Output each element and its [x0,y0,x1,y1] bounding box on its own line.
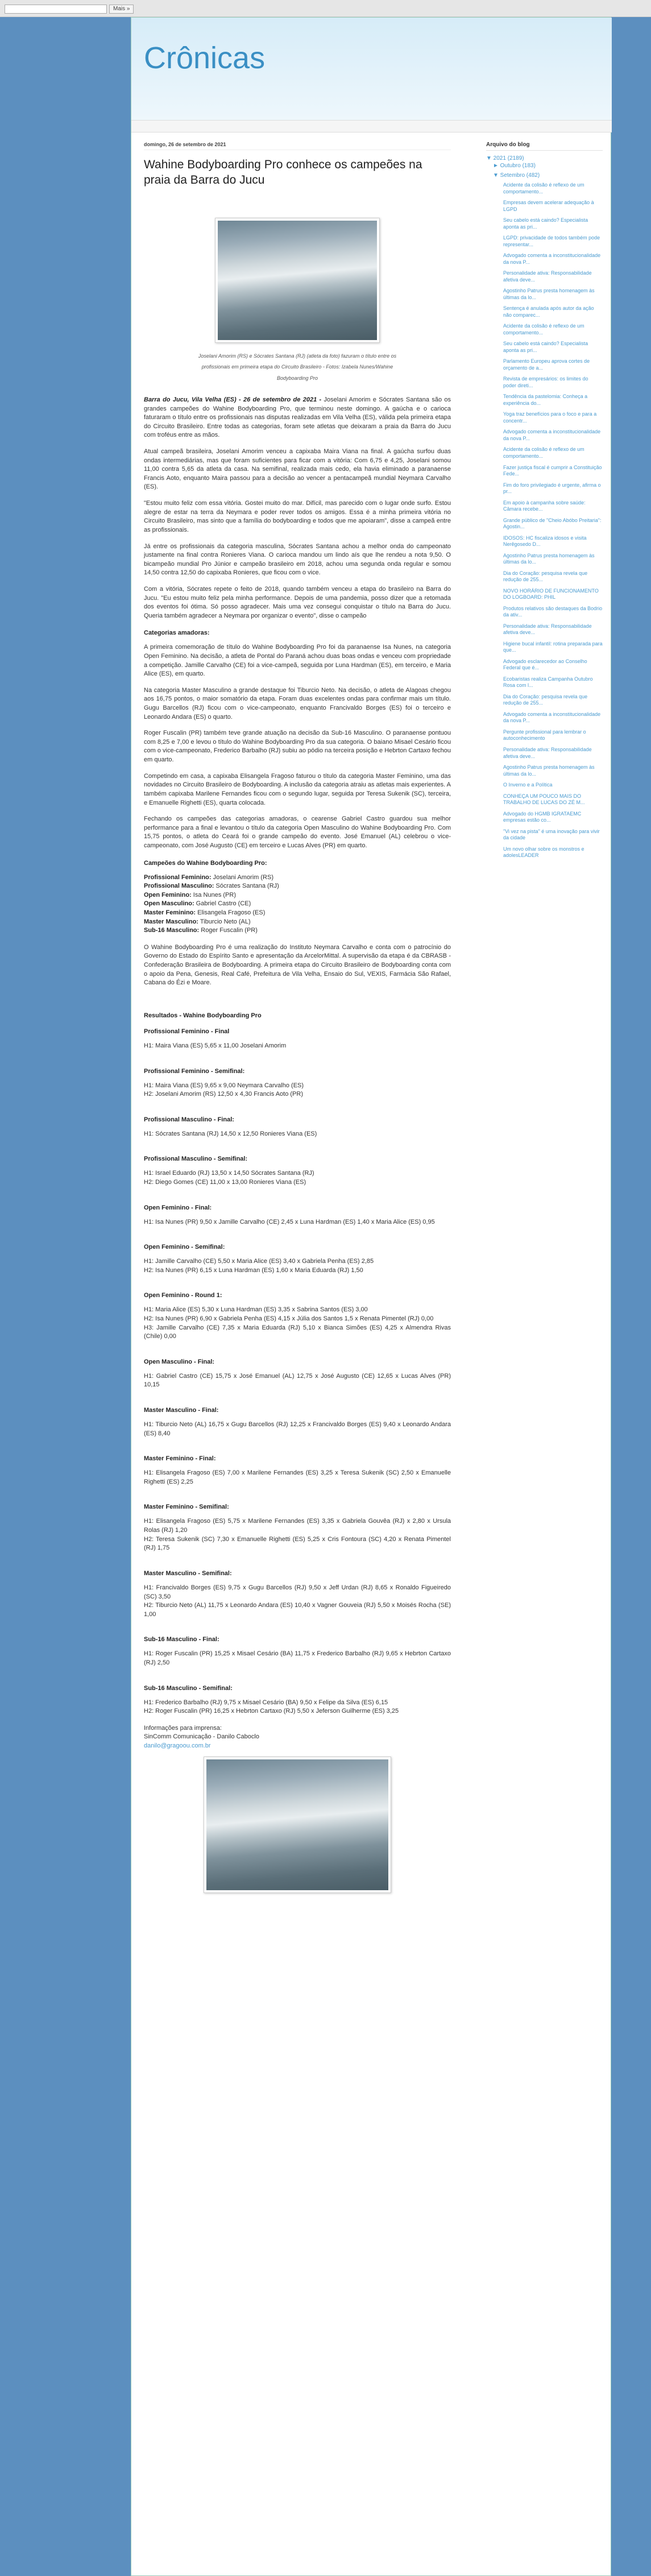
result-line: H2: Joselani Amorim (RS) 12,50 x 4,30 Francis Aoto (PR) [144,1091,303,1098]
blog-post [144,142,451,1899]
archive-post-link[interactable]: Em apoio à campanha sobre saúde: Câmara recebe... [503,499,586,512]
paragraph: A primeira comemoração de título do Wahine Bodyboarding Pro foi da paranaense Isa Nunes, na categoria Open Feminino. Na decisão, a atleta de Pontal do Paraná achou duas boas ondas e venceu com propriedade a competição. Jamille Carvalho (CE) foi a vice-campeã, seguida por Luna Hardman (ES), em terceiro, e Maria Alice (ES), em quarto. [144,644,451,678]
champion-category: Profissional Feminino: [144,873,212,881]
bodyboard-photo [206,1759,388,1890]
press-contact [144,1724,451,1751]
champion-name: Elisangela Fragoso (ES) [196,909,266,917]
result-line: H1: Maria Alice (ES) 5,30 x Luna Hardman (ES) 3,35 x Sabrina Santos (ES) 3,00 [144,1306,368,1314]
result-heading: Master Feminino - Semifinal: [144,1504,229,1511]
result-lines [144,1042,451,1051]
result-line: H1: Tiburcio Neto (AL) 16,75 x Gugu Barcellos (RJ) 12,25 x Francivaldo Borges (ES) 9,40 x Leonardo Andara (ES) 8,40 [144,1421,451,1437]
champion-line [144,909,451,918]
blogger-navbar [0,0,651,17]
archive-post-link[interactable]: Yoga traz benefícios para o foco e para a concentr... [503,411,597,424]
blog-container [131,17,611,2576]
champion-name: Tiburcio Neto (AL) [198,918,251,925]
result-heading: Profissional Masculino - Final: [144,1116,234,1123]
result-lines [144,1218,451,1227]
archive-post-list [486,182,603,859]
paragraph: Já entre os profissionais da categoria masculina, Sócrates Santana achou a melhor onda do campeonato justamente na final contra Ronieres Viana. O carioca mandou um lindo aís que lhe rendeu a nota 9,50. O bicampeão mundial Pro Júnior e campeão brasileiro em 2018, achou uma segunda onda regular e somou 14,50 contra 12,50 do capixaba Ronieres, que ficou com o vice. [144,542,451,577]
press-email-link[interactable]: danilo@gragoou.com.br [144,1742,211,1749]
blog-header [131,18,612,120]
champion-line [144,873,451,883]
champion-category: Profissional Masculino: [144,883,214,890]
archive-post-link[interactable]: Fim do foro privilegiado é urgente, afirma o pr... [503,482,601,495]
sidebar [486,142,603,864]
archive-post-link[interactable]: Agostinho Patrus presta homenagem às últimas da lo... [503,288,595,300]
archive-post-link[interactable]: Empresas devem acelerar adequação à LGPD [503,200,594,212]
result-heading: Master Masculino - Final: [144,1407,219,1414]
result-line: H1: Jamille Carvalho (CE) 5,50 x Maria Alice (ES) 3,40 x Gabriela Penha (ES) 2,85 [144,1258,374,1265]
post-date: domingo, 26 de setembro de 2021 [144,142,451,150]
result-line: H1: Francivaldo Borges (ES) 9,75 x Gugu Barcellos (RJ) 9,50 x Jeff Urdan (RJ) 8,65 x Ronaldo Figueiredo (SC) 3,50 [144,1584,451,1600]
result-line: H1: Gabriel Castro (CE) 15,75 x José Emanuel (AL) 12,75 x José Augusto (CE) 12,65 x Lucas Alves (PR) 10,15 [144,1372,451,1389]
champion-category: Open Masculino: [144,900,194,908]
paragraph: O Wahine Bodyboarding Pro é uma realização do Instituto Neymara Carvalho e conta com o patrocínio do Governo do Estado do Espírito Santo e apresentação da ArcelorMittal. A supervisão da etapa é da CBRASB - Confederação Brasileira de Bodyboarding. A primeira etapa do Circuito Brasileiro de Bodyboarding conta com o apoio da Pena, Genesis, Real Café, Prefeitura de Vila Velha, Ensaio do Sul, VEXIS, Farmácia São Rafael, Cabana do Ézi e Moare. [144,943,451,987]
archive-post-link[interactable]: Acidente da colisão é reflexo de um comportamento... [503,323,584,336]
press-line: Informações para imprensa: [144,1724,222,1732]
archive-post-link[interactable]: Tendência da pastelomia: Conheça a experiência do... [503,394,588,406]
result-line: H2: Isa Nunes (PR) 6,15 x Luna Hardman (ES) 1,60 x Maria Eduarda (RJ) 1,50 [144,1266,363,1274]
result-line: H1: Elisangela Fragoso (ES) 7,00 x Marilene Fernandes (ES) 3,25 x Teresa Sukenik (SC) 2,50 x Emanuelle Righetti (ES) 2,25 [144,1469,451,1485]
post-image-wave[interactable] [215,218,380,343]
paragraph-text: Joselani Amorim e Sócrates Santana são os grandes campeões do Wahine Bodyboarding Pro, que terminou neste domingo. A gaúcha e o carioca faturaram o título entre os profissionais nas disputas realizadas em Vila Velha (ES), válida pela primeira etapa do Circuito Brasileiro. Entre todas as categorias, foram sete atletas que deixaram a praia da Barra do Jucu com troféus entre as mãos. [144,396,451,439]
archive-year-2021[interactable]: ▼ 2021 (2189) [486,155,524,161]
archive-post-link[interactable]: Advogado esclarecedor ao Conselho Federal que é... [503,658,587,671]
section-heading: Categorias amadoras: [144,629,210,637]
result-heading: Profissional Masculino - Semifinal: [144,1156,248,1163]
result-line: H1: Roger Fuscalin (PR) 15,25 x Misael Cesário (BA) 11,75 x Frederico Barbalho (RJ) 9,65 x Hebrton Cartaxo (RJ) 2,50 [144,1650,451,1666]
results-list [144,1028,451,1724]
paragraph-lead [144,396,451,440]
paragraph: Na categoria Master Masculino a grande destaque foi Tiburcio Neto. Na decisão, o atleta de Alagoas chegou aos 16,75 pontos, o maior somatório da etapa. Foram duas excelentes ondas para confirmar mais um título. Gugu Barcellos (RJ) ficou com o vice-campeonato, enquanto Francivaldo Borges (ES) foi o terceiro e Leonardo Andara (ES) o quarto. [144,686,451,720]
champion-category: Sub-16 Masculino: [144,927,200,934]
result-line: H1: Maira Viana (ES) 9,65 x 9,00 Neymara Carvalho (ES) [144,1082,304,1089]
archive-post-link[interactable]: Grande público de "Cheio Abóbo Preitaria": Agostin... [503,517,602,530]
paragraph: Fechando os campeões das categorias amadoras, o cearense Gabriel Castro guardou sua melhor performance para a final e levantou o título da categoria Open Masculino do Wahine Bodyboarding Pro. Com 15,75 pontos, o atleta do Ceará foi o grande campeão do evento. José Emanuel (AL) celebrou o vice-campeonato, com José Augusto (CE) em terceiro e Lucas Alves (PR) em quarto. [144,815,451,849]
archive-post-link[interactable]: Acidente da colisão é reflexo de um comportamento... [503,446,584,459]
post-title[interactable]: Wahine Bodyboarding Pro conhece os campeões na praia da Barra do Jucu [144,158,422,187]
result-heading: Open Feminino - Semifinal: [144,1244,225,1251]
section-heading: Resultados - Wahine Bodyboarding Pro [144,1012,262,1019]
archive-post-link[interactable]: Dia do Coração: pesquisa revela que redução de 255... [503,570,588,583]
result-lines [144,1257,451,1275]
result-line: H2: Teresa Sukenik (SC) 7,30 x Emanuelle Righetti (ES) 5,25 x Cris Fontoura (SC) 4,20 x Renata Pimentel (RJ) 1,75 [144,1535,451,1552]
archive-post-link[interactable]: Advogado comenta a inconstitucionalidade da nova P... [503,252,601,265]
champion-category: Master Masculino: [144,918,198,925]
champion-name: Isa Nunes (PR) [191,891,236,898]
archive-post-link[interactable]: Seu cabelo está caindo? Especialista aponta as pri... [503,341,588,353]
result-lines [144,1372,451,1390]
champion-line [144,918,451,927]
champion-line [144,891,451,900]
result-heading: Open Masculino - Final: [144,1358,215,1365]
post-body [144,396,451,1893]
archive-month-outubro[interactable]: ► Outubro (183) [493,163,536,169]
archive-post-link[interactable]: Higiene bucal infantil: rotina preparada para que... [503,640,603,653]
champion-line [144,882,451,891]
result-lines [144,1584,451,1619]
wave-photo [218,221,377,340]
result-heading: Master Masculino - Semifinal: [144,1569,232,1577]
archive-post-link[interactable]: Sentença é anulada após autor da ação não comparec... [503,305,594,318]
result-line: H1: Maira Viana (ES) 5,65 x 11,00 Joselani Amorim [144,1042,287,1049]
result-heading: Profissional Feminino - Final [144,1028,230,1035]
header-divider-bar [131,120,612,132]
result-heading: Open Feminino - Final: [144,1204,212,1211]
champions-list [144,873,451,935]
archive-post-link[interactable]: Seu cabelo está caindo? Especialista aponta as pri... [503,217,588,230]
navbar-more-button[interactable]: Mais » [109,5,134,14]
archive-post-link[interactable]: Personalidade ativa: Responsabilidade afetiva deve... [503,270,592,283]
result-heading: Open Feminino - Round 1: [144,1292,222,1299]
result-line: H1: Isa Nunes (PR) 9,50 x Jamille Carvalho (CE) 2,45 x Luna Hardman (ES) 1,40 x Maria Alice (ES) 0,95 [144,1218,435,1225]
result-lines [144,1650,451,1667]
archive-post-link[interactable]: Parlamento Europeu aprova cortes de orçamento de a... [503,358,590,371]
archive-post-link[interactable]: Pergunte profissional para lembrar o autoconhecimento [503,728,586,742]
archive-post-link[interactable]: Acidente da colisão é reflexo de um comportamento... [503,182,584,194]
section-heading: Campeões do Wahine Bodyboarding Pro: [144,859,267,867]
paragraph: Competindo em casa, a capixaba Elisangela Fragoso faturou o título da categoria Master Feminino, uma das novidades no Circuito Brasileiro de Bodyboarding. A inclusão da categoria atraiu as atletas mais experientes. A também capixaba Marilene Fernandes ficou com o segundo lugar, seguida por Teresa Sukenik (SC), terceira, e Emanuelle Righetti (ES), quarta colocada. [144,772,451,806]
result-lines [144,1420,451,1438]
archive-post-link[interactable]: "Vi vez na pista" é uma inovação para vivir da cidade [503,828,600,841]
blog-archive-heading: Arquivo do blog [486,142,603,151]
result-lines [144,1306,451,1341]
archive-post-link[interactable]: Advogado do HGMB IGRATAEMC empresas estão co... [503,810,582,823]
champion-name: Joselani Amorim (RS) [211,873,273,881]
paragraph: Atual campeã brasileira, Joselani Amorim venceu a capixaba Maira Viana na final. A gaúcha surfou duas ondas intermediárias, mas que foram suficientes para ficar com a vitória: Com 6,75 e 4,25, Joselani somou 11,00 contra 5,65 da atleta da casa. Na semifinal, realizada mais cedo, ela havia eliminado a paranaense Francis Aoto, enquanto Maira passou para a decisão ao vencer a pentacampeã mundial Neymara Carvalho (ES). [144,448,451,491]
champion-line [144,926,451,935]
archive-post-link[interactable]: NOVO HORÁRIO DE FUNCIONAMENTO DO LOGBOARD: PHIL [503,587,599,600]
result-line: H2: Roger Fuscalin (PR) 16,25 x Hebrton Cartaxo (RJ) 5,50 x Jeferson Guilherme (ES) 3,25 [144,1708,399,1715]
champion-name: Roger Fuscalin (PR) [199,927,258,934]
champion-line [144,900,451,909]
archive-month-setembro[interactable]: ▼ Setembro (482) [493,172,540,179]
champion-category: Open Feminino: [144,891,192,898]
result-line: H1: Israel Eduardo (RJ) 13,50 x 14,50 Sócrates Santana (RJ) [144,1170,314,1177]
champion-category: Master Feminino: [144,909,196,917]
archive-post-link[interactable]: Um novo olhar sobre os monstros e adolesLEADER [503,846,584,859]
navbar-search-input[interactable] [5,5,107,14]
lead-dateline: Barra do Jucu, Vila Velha (ES) - 26 de setembro de 2021 - [144,396,322,403]
archive-post-link[interactable]: IDOSOS: HC fiscaliza idosos e visita Nerêgosedo D... [503,535,587,548]
result-line: H2: Tiburcio Neto (AL) 11,75 x Leonardo Andara (ES) 10,40 x Vagner Gouveia (RJ) 5,50 x Moisés Rocha (SE) 1,00 [144,1602,451,1618]
result-line: H3: Jamille Carvalho (CE) 7,35 x Maria Eduarda (RJ) 5,10 x Bianca Simões (ES) 4,25 x Almendra Rivas (Chile) 0,00 [144,1324,451,1340]
post-image-bodyboard[interactable] [204,1757,391,1893]
archive-post-link[interactable]: Produtos relativos são destaques da Bodrio da ativ... [503,605,603,618]
result-heading: Sub-16 Masculino - Final: [144,1636,219,1643]
result-lines [144,1169,451,1187]
result-line: H2: Isa Nunes (PR) 6,90 x Gabriela Penha (ES) 4,15 x Júlia dos Santos 1,5 x Renata Pimentel (RJ) 0,00 [144,1315,434,1322]
archive-post-link[interactable]: LGPD: privacidade de todos também pode representar... [503,235,600,247]
archive-post-link[interactable]: Personalidade ativa: Responsabilidade afetiva deve... [503,747,592,759]
caption-line: profissionais em primeira etapa do Circuito Brasileiro - Fotos: Izabela Nunes/Wahine [201,364,393,370]
blog-title[interactable]: Crônicas [144,41,266,75]
paragraph: Com a vitória, Sócrates repete o feito de 2018, quando também venceu a etapa do brasileiro na Barra do Jucu. "Eu estou muito feliz pela minha performance. Depois de uma pandemia, posso dizer que a retomada dos eventos foi ótima. Só posso agradecer. Mais uma vez consegui conquistar o título na Barra do Jucu. Queria também agradecer a Neymara por organizar o evento", disse o campeão [144,585,451,619]
result-line: H1: Frederico Barbalho (RJ) 9,75 x Misael Cesário (BA) 9,50 x Felipe da Silva (ES) 6,15 [144,1699,388,1706]
champion-name: Gabriel Castro (CE) [194,900,251,908]
archive-post-link[interactable]: Ecobaristas realiza Campanha Outubro Rosa com l... [503,676,593,689]
archive-post-link[interactable]: Revista de empresários: os limites do poder direti... [503,376,588,388]
archive-post-link[interactable]: Agostinho Patrus presta homenagem às últimas da lo... [503,552,595,565]
archive-post-link[interactable]: Agostinho Patrus presta homenagem às últimas da lo... [503,764,595,777]
result-lines [144,1469,451,1486]
press-line: SinComm Comunicação - Danilo Caboclo [144,1733,259,1741]
caption-line: Joselani Amorim (RS) e Sócrates Santana (RJ) (atleta da foto) fazuram o título entre os [198,353,397,359]
paragraph: Roger Fuscalin (PR) também teve grande atuação na decisão da Sub-16 Masculino. O paranaense pontuou com 8,25 e 7,00 e levou o título do Wahine Bodyboarding Pro da sua categoria. O baiano Misael Cesário ficou com o vice-campeonato, Frederico Barbalho (RJ) subiu ao pódio na terceira posição e Hebrton Cartaxo fechou em quarto. [144,730,451,764]
result-lines [144,1082,451,1099]
result-line: H1: Elisangela Fragoso (ES) 5,75 x Marilene Fernandes (ES) 3,35 x Gabriela Gouvêa (RJ) x 2,80 x Ursula Rolas (RJ) 1,20 [144,1518,451,1534]
paragraph: "Estou muito feliz com essa vitória. Gostei muito do mar. Difícil, mas parecido com o lugar onde surfo. Estou alegre de estar na terra da Neymara e poder rever todos os amigos. Essa é a minha primeira vitória no Circuito Brasileiro, mas sinto que a família do bodyboarding e todos que me apoiaram", disse a campeã entre as profissionais. [144,500,451,533]
result-line: H2: Diego Gomes (CE) 11,00 x 13,00 Ronieres Viana (ES) [144,1178,306,1186]
result-heading: Profissional Feminino - Semifinal: [144,1067,245,1075]
archive-post-link[interactable]: Personalidade ativa: Responsabilidade afetiva deve... [503,623,592,636]
result-heading: Master Feminino - Final: [144,1455,216,1463]
archive-post-link[interactable]: Fazer justiça fiscal é cumprir a Constituição Fede... [503,464,602,477]
champion-name: Sócrates Santana (RJ) [214,883,279,890]
archive-post-link[interactable]: Dia do Coração: pesquisa revela que redução de 255... [503,693,588,706]
archive-post-link[interactable]: O Inverno e a Política [503,782,553,788]
caption-line: Bodyboarding Pro [276,375,318,382]
result-lines [144,1130,451,1139]
result-heading: Sub-16 Masculino - Semifinal: [144,1684,233,1692]
result-lines [144,1517,451,1552]
result-line: H1: Sócrates Santana (RJ) 14,50 x 12,50 Ronieres Viana (ES) [144,1130,317,1137]
result-lines [144,1699,451,1716]
archive-post-link[interactable]: Advogado comenta a inconstitucionalidade da nova P... [503,711,601,724]
image-caption [150,351,445,384]
archive-post-link[interactable]: Advogado comenta a inconstitucionalidade da nova P... [503,429,601,441]
archive-post-link[interactable]: CONHEÇA UM POUCO MAIS DO TRABALHO DE LUCAS DO ZÉ M... [503,793,585,806]
